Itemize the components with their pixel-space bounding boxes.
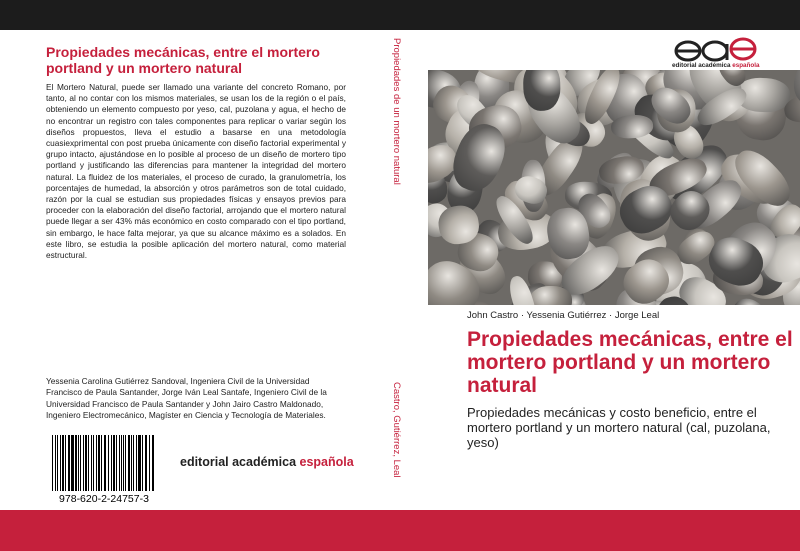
barcode-bar — [116, 435, 118, 491]
isbn: 978-620-2-24757-3 — [59, 493, 149, 505]
barcode-block — [46, 435, 162, 506]
barcode-bar — [128, 435, 130, 491]
barcode-bar — [72, 435, 74, 491]
barcode-bar — [138, 435, 139, 491]
barcode-bar — [62, 435, 64, 491]
barcode-bar — [71, 435, 72, 491]
stone — [529, 286, 572, 305]
eae-logo-icon — [674, 36, 758, 62]
barcode-bar — [111, 435, 112, 491]
barcode-bar — [55, 435, 56, 491]
barcode-bar — [85, 435, 87, 491]
barcode-bar — [98, 435, 100, 491]
barcode — [52, 435, 156, 491]
barcode-bar — [142, 435, 143, 491]
front-authors: John Castro · Yessenia Gutiérrez · Jorge Leal — [467, 310, 660, 321]
publisher-name — [180, 455, 354, 469]
logo-text-b: española — [732, 62, 760, 69]
top-bar — [0, 0, 800, 30]
barcode-bar — [80, 435, 82, 491]
barcode-bar — [145, 435, 147, 491]
barcode-bar — [104, 435, 105, 491]
barcode-bar — [136, 435, 137, 491]
back-cover — [46, 44, 354, 506]
barcode-bar — [149, 435, 151, 491]
cover-photo-stones — [428, 70, 800, 305]
barcode-bar — [101, 435, 102, 491]
barcode-bar — [113, 435, 115, 491]
barcode-bar — [96, 435, 97, 491]
barcode-bar — [119, 435, 120, 491]
barcode-bar — [139, 435, 141, 491]
front-cover-text — [467, 310, 795, 508]
spine-title: Propiedades de un mortero natural — [391, 38, 402, 185]
barcode-bar — [152, 435, 154, 491]
publisher-logo — [672, 36, 792, 69]
barcode-bar — [123, 435, 124, 491]
publisher-name-b: española — [299, 455, 354, 469]
publisher-name-a: editorial académica — [180, 455, 300, 469]
barcode-bar — [131, 435, 132, 491]
barcode-bar — [68, 435, 70, 491]
barcode-bar — [91, 435, 93, 491]
barcode-bar — [108, 435, 109, 491]
barcode-bar — [52, 435, 53, 491]
barcode-bar — [93, 435, 94, 491]
spine-authors: Castro, Gutiérrez, Leal — [391, 382, 402, 478]
logo-text-a: editorial académica — [672, 62, 733, 69]
barcode-bar — [121, 435, 122, 491]
front-title: Propiedades mecánicas, entre el mortero portland y un mortero natural — [467, 328, 793, 397]
barcode-bar — [105, 435, 106, 491]
stone — [523, 70, 561, 110]
barcode-bar — [133, 435, 134, 491]
back-cover-footer — [46, 435, 354, 506]
barcode-bar — [65, 435, 66, 491]
back-cover-blurb: El Mortero Natural, puede ser llamado una variante del concreto Romano, por tanto, al no contar con los mismos materiales, se usan los de la región o el país, obteniendo un elemento compuesto por yeso, cal, puzolana y agua, el hecho de no encontrar un registro con tales componentes para replicar o variar según los diseños propuestos, lleva el estudio a basarse en una metodología cuasiexprimental con post prueba únicamente con diseño factorial experimental y grupo intacto, ajustándose en lo posible al proceso de un diseño de mortero tipo portland y justificando las diferencias para mantener la integridad del mortero natural. La fluidez de los materiales, el proceso de curado, la granulometría, los porcentajes de humedad, la absorción y otros parámetros son de total cuidado, razón por la cual se estudian sus propiedades físicas y ensayos previos para proceder con la elaboración del diseño factorial, arrojando que el mortero natural puede llegar a ser 43% más económico en costo comparado con el tipo portland, sin embargo, le hace falta mejorar, ya que su alcance máximo es a solados. En este libro, se estudia la posible aplicación del mortero natural, como material estructural. — [46, 82, 346, 261]
front-subtitle: Propiedades mecánicas y costo beneficio, entre el mortero portland y un mortero natural (cal, puzolana, yeso) — [467, 405, 771, 450]
barcode-bar — [78, 435, 79, 491]
barcode-bar — [60, 435, 61, 491]
barcode-bar — [75, 435, 77, 491]
barcode-bar — [125, 435, 127, 491]
author-bio: Yessenia Carolina Gutiérrez Sandoval, Ingeniera Civil de la Universidad Francisco de Paula Santander, Jorge Iván Leal Santafe, Ingeniero Civil de la Universidad Francisco de Paula Santander y John Jairo Castro Maldonado, Ingeniero Electromecánico, Magíster en Ciencia y Tecnología de Materiales. — [46, 376, 327, 420]
back-cover-title: Propiedades mecánicas, entre el mortero portland y un mortero natural — [46, 44, 320, 76]
barcode-bar — [57, 435, 58, 491]
bottom-bar — [0, 510, 800, 551]
barcode-bar — [83, 435, 84, 491]
barcode-bar — [88, 435, 89, 491]
